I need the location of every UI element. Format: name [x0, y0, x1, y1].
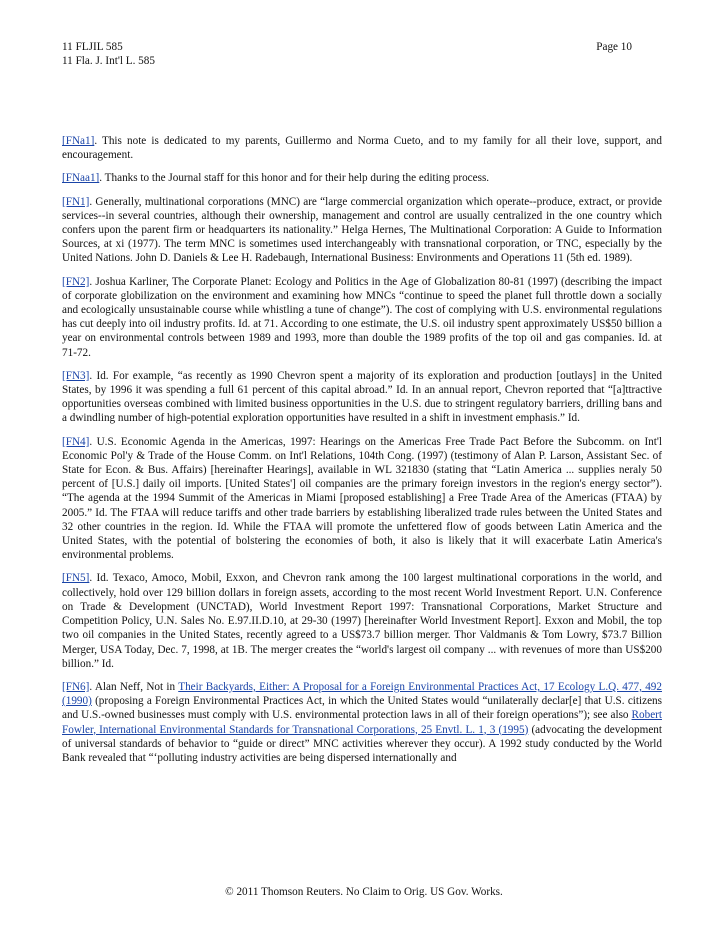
header-citation-secondary: 11 Fla. J. Int'l L. 585 [62, 55, 155, 67]
footnote [62, 680, 662, 765]
footnotes-list [62, 134, 662, 765]
footnote [62, 171, 662, 185]
footnote [62, 571, 662, 670]
footnote-text: (advocating the development of universal standards of behavior to “guide or direct” MNC activities wherever they occur). A 1992 study conducted by the World Bank revealed that “‘polluting industry activities are being dispersed internationally and [62, 723, 662, 764]
header-citation-primary: 11 FLJIL 585 [62, 41, 123, 53]
footnote [62, 195, 662, 266]
footnote-tag-link[interactable]: [FNaa1] [62, 172, 100, 185]
citation-link[interactable]: Robert Fowler, International Environmental Standards for Transnational Corporations, 25 Envtl. L. 1, 3 (1995) [62, 709, 662, 736]
footnote-tag-link[interactable]: [FN1] [62, 195, 90, 208]
footnote-tag-link[interactable]: [FN3] [62, 369, 90, 382]
footnote-text: . Thanks to the Journal staff for this honor and for their help during the editing process. [99, 172, 490, 185]
citation-link[interactable]: Their Backyards, Either: A Proposal for a Foreign Environmental Practices Act, 17 Ecology L.Q. 477, 492 (1990) [62, 680, 662, 708]
footnote [62, 369, 662, 426]
footnote-tag-link[interactable]: [FN2] [62, 275, 90, 288]
footnote [62, 435, 662, 563]
footnote-text: . U.S. Economic Agenda in the Americas, 1997: Hearings on the Americas Free Trade Pact Before the Subcomm. on Int'l Economic Pol'y & Trade of the House Comm. on Int'l Relations, 104th Cong. (1997) (testimony of Alan P. Larson, Assistant Sec. of State for Econ. & Bus. Affairs) [hereinafter Hearings], available in WL 321830 (stating that “Latin America ... supplies neraly 50 percent of [U.S.] daily oil imports. [United States'] oil companies are the primary foreign investors in the region's energy sector”). “The agenda at the 1994 Summit of the Americas in Miami [proposed establishing] a Free Trade Area of the Americas (FTAA) by 2005.” Id. The FTAA will reduce tariffs and other trade barriers by establishing liberalized trade rules between the United States and 32 other countries in the region. Id. While the FTAA will promote the unfettered flow of goods between Latin America and the United States, with the potential of bolstering the economies of both, it also is likely that it will exacerbate Latin America's environmental problems. [62, 435, 662, 562]
footnote [62, 134, 662, 162]
footnote-tag-link[interactable]: [FNa1] [62, 135, 95, 147]
footnote-tag-link[interactable]: [FN6] [62, 680, 90, 693]
footnote-tag-link[interactable]: [FN5] [62, 572, 90, 585]
footnote-text: (proposing a Foreign Environmental Practices Act, in which the United States would “unilaterally declar[e] that U.S. citizens and U.S.-owned businesses must comply with U.S. environmental protection laws in all of their foreign operations”); see also [62, 695, 662, 722]
footnote [62, 275, 662, 360]
page-footer: © 2011 Thomson Reuters. No Claim to Orig. US Gov. Works. [225, 886, 503, 898]
footnote-text: . Generally, multinational corporations (MNC) are “large commercial organization which operate--produce, extract, or provide services--in several countries, although their ownership, management and control are usually centralized in the one country which confers upon the parent firm or headquarters its nationality.” Helga Hernes, The Multinational Corporation: A Guide to Information Sources, at xi (1977). The term MNC is sometimes used interchangeably with transnational corporation, or TNC, especially by the United Nations. John D. Daniels & Lee H. Radebaugh, International Business: Environments and Operations 11 (5th ed. 1989). [62, 195, 662, 265]
footnote-text: . Alan Neff, Not in [89, 680, 179, 693]
running-header [62, 40, 662, 68]
footnote-tag-link[interactable]: [FN4] [62, 435, 90, 448]
footnote-text: . This note is dedicated to my parents, Guillermo and Norma Cueto, and to my family for all their love, support, and encouragement. [62, 135, 662, 162]
page-number: Page 10 [596, 41, 632, 53]
footnote-text: . Joshua Karliner, The Corporate Planet: Ecology and Politics in the Age of Globalization 80-81 (1997) (describing the impact of corporate globilization on the environment and examining how MNCs “continue to speed the planet full throttle down a socially and ecologically unsustainable course while whistling a tune of change”). The cost of complying with U.S. environmental regulations has cut deeply into oil industry profits. Id. at 71. According to one estimate, the U.S. oil industry spent approximately US$50 billion a year on environmental controls between 1989 and 1993, more than double the 1989 profits of the top oil and gas companies. Id. at 71-72. [62, 275, 662, 359]
footnote-text: . Id. Texaco, Amoco, Mobil, Exxon, and Chevron rank among the 100 largest multinational corporations in the world, and collectively, hold over 129 billion dollars in foreign assets, according to the most recent World Investment Report. U.N. Conference on Trade & Development (UNCTAD), World Investment Report 1997: Transnational Corporations, Market Structure and Competition Policy, U.N. Sales No. E.97.II.D.10, at 29-30 (1997) [hereinafter World Investment Report]. Exxon and Mobil, the top two oil companies in the United States, recently agreed to a US$73.7 billion merger. Thor Valdmanis & Tom Lowry, $73.7 Billion Merger, USA Today, Dec. 7, 1998, at 1B. The merger creates the “world's largest oil company ... with revenues of more than US$200 billion.” Id. [62, 572, 662, 670]
document-page [62, 40, 662, 774]
footnote-text: . Id. For example, “as recently as 1990 Chevron spent a majority of its exploration and production [outlays] in the United States, by 1996 it was spending a full 61 percent of this capital abroad.” Id. In an annual report, Chevron reported that “[a]ttractive opportunities overseas combined with limited business opportunities in the U.S. due to stringent regulatory barriers, drilling bans and a dwindling number of high-potential exploration opportunities have resulted in a shift in investment emphasis.” Id. [62, 369, 662, 425]
